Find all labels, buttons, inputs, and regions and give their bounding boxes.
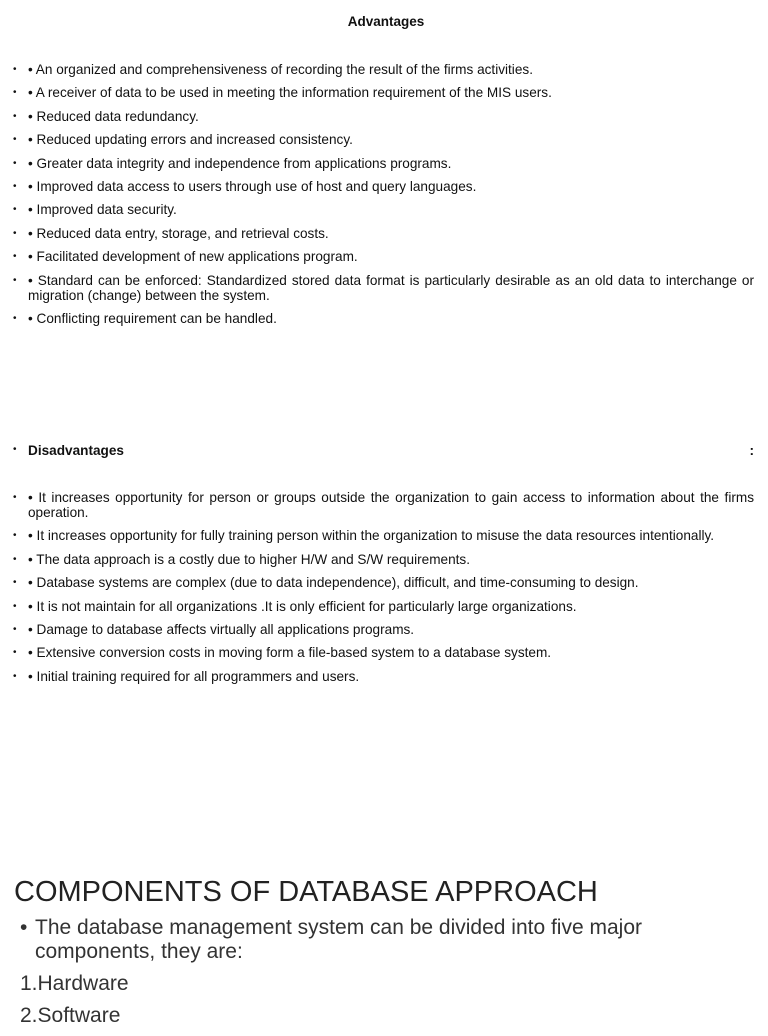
list-item-text: • Standard can be enforced: Standardized stored data format is particularly desirable as an old data to interchange or migration (change) between the system.: [28, 272, 754, 303]
bullet-icon: •: [13, 530, 17, 542]
components-intro-text: The database management system can be divided into five major components, they are:: [35, 916, 643, 963]
list-item: [0, 645, 768, 660]
list-item-text: • Extensive conversion costs in moving form a file-based system to a database system.: [28, 645, 552, 661]
bullet-icon: •: [13, 647, 17, 659]
list-item: [0, 62, 768, 77]
list-item: [0, 226, 768, 241]
bullet-icon: •: [13, 553, 17, 565]
list-item-text: • Improved data access to users through use of host and query languages.: [28, 178, 477, 194]
list-item-text: • Reduced data entry, storage, and retrieval costs.: [28, 225, 329, 241]
bullet-icon: •: [13, 623, 17, 635]
list-item-text: • Initial training required for all programmers and users.: [28, 668, 360, 684]
list-item: [0, 156, 768, 171]
list-item-text: • Conflicting requirement can be handled.: [28, 310, 277, 326]
bullet-icon: •: [13, 157, 17, 169]
bullet-icon: •: [13, 274, 17, 286]
list-item: [0, 552, 768, 567]
disadvantages-list: [0, 490, 768, 692]
list-item: [0, 575, 768, 590]
list-item-text: • It is not maintain for all organizations .It is only efficient for particularly large organizations.: [28, 598, 577, 614]
bullet-icon: •: [13, 670, 17, 682]
list-item-text: • Damage to database affects virtually all applications programs.: [28, 621, 415, 637]
list-item: [0, 249, 768, 264]
advantages-list: [0, 62, 768, 334]
components-intro: [20, 916, 735, 964]
list-item: [0, 622, 768, 637]
bullet-icon: •: [13, 227, 17, 239]
list-item-text: • It increases opportunity for person or groups outside the organization to gain access to information about the firms operation.: [28, 490, 754, 520]
list-item: [0, 109, 768, 124]
list-item-text: • A receiver of data to be used in meeting the information requirement of the MIS users.: [28, 85, 552, 101]
bullet-icon: •: [13, 87, 17, 99]
list-item-text: • Database systems are complex (due to data independence), difficult, and time-consuming to design.: [28, 575, 639, 591]
bullet-icon: •: [20, 916, 28, 939]
list-item-text: • Improved data security.: [28, 202, 177, 218]
list-item: 1.Hardware: [20, 972, 129, 995]
list-item-text: • It increases opportunity for fully training person within the organization to misuse the data resources intentionally.: [28, 528, 715, 544]
advantages-heading: Advantages: [347, 14, 425, 29]
list-item: [0, 273, 768, 303]
disadvantages-heading: Disadvantages: [28, 443, 124, 458]
bullet-icon: •: [13, 251, 17, 263]
bullet-icon: •: [13, 180, 17, 192]
list-item: [0, 202, 768, 217]
list-item-text: • The data approach is a costly due to higher H/W and S/W requirements.: [28, 551, 470, 567]
list-item: 2.Software: [20, 1004, 121, 1027]
bullet-icon: •: [13, 312, 17, 324]
list-item: [0, 669, 768, 684]
list-item-text: • Facilitated development of new applications program.: [28, 249, 358, 265]
list-item: [0, 528, 768, 543]
heading-colon: :: [749, 443, 754, 458]
bullet-icon: •: [13, 110, 17, 122]
components-list: [20, 972, 129, 1036]
list-item: [0, 311, 768, 326]
list-item: [0, 599, 768, 614]
list-item: [0, 85, 768, 100]
components-title: COMPONENTS OF DATABASE APPROACH: [14, 876, 598, 908]
bullet-icon: •: [13, 204, 17, 216]
bullet-icon: •: [13, 64, 17, 75]
bullet-icon: •: [13, 600, 17, 612]
bullet-icon: •: [13, 577, 17, 589]
list-item: [0, 179, 768, 194]
list-item: [0, 132, 768, 147]
list-item-text: • Reduced updating errors and increased consistency.: [28, 132, 353, 148]
bullet-icon: •: [13, 134, 17, 146]
list-item-text: • Greater data integrity and independence from applications programs.: [28, 155, 452, 171]
list-item: [0, 490, 768, 520]
list-item-text: • Reduced data redundancy.: [28, 108, 199, 124]
bullet-icon: •: [13, 444, 17, 455]
list-item-text: • An organized and comprehensiveness of recording the result of the firms activities.: [28, 62, 533, 77]
bullet-icon: •: [13, 492, 17, 503]
